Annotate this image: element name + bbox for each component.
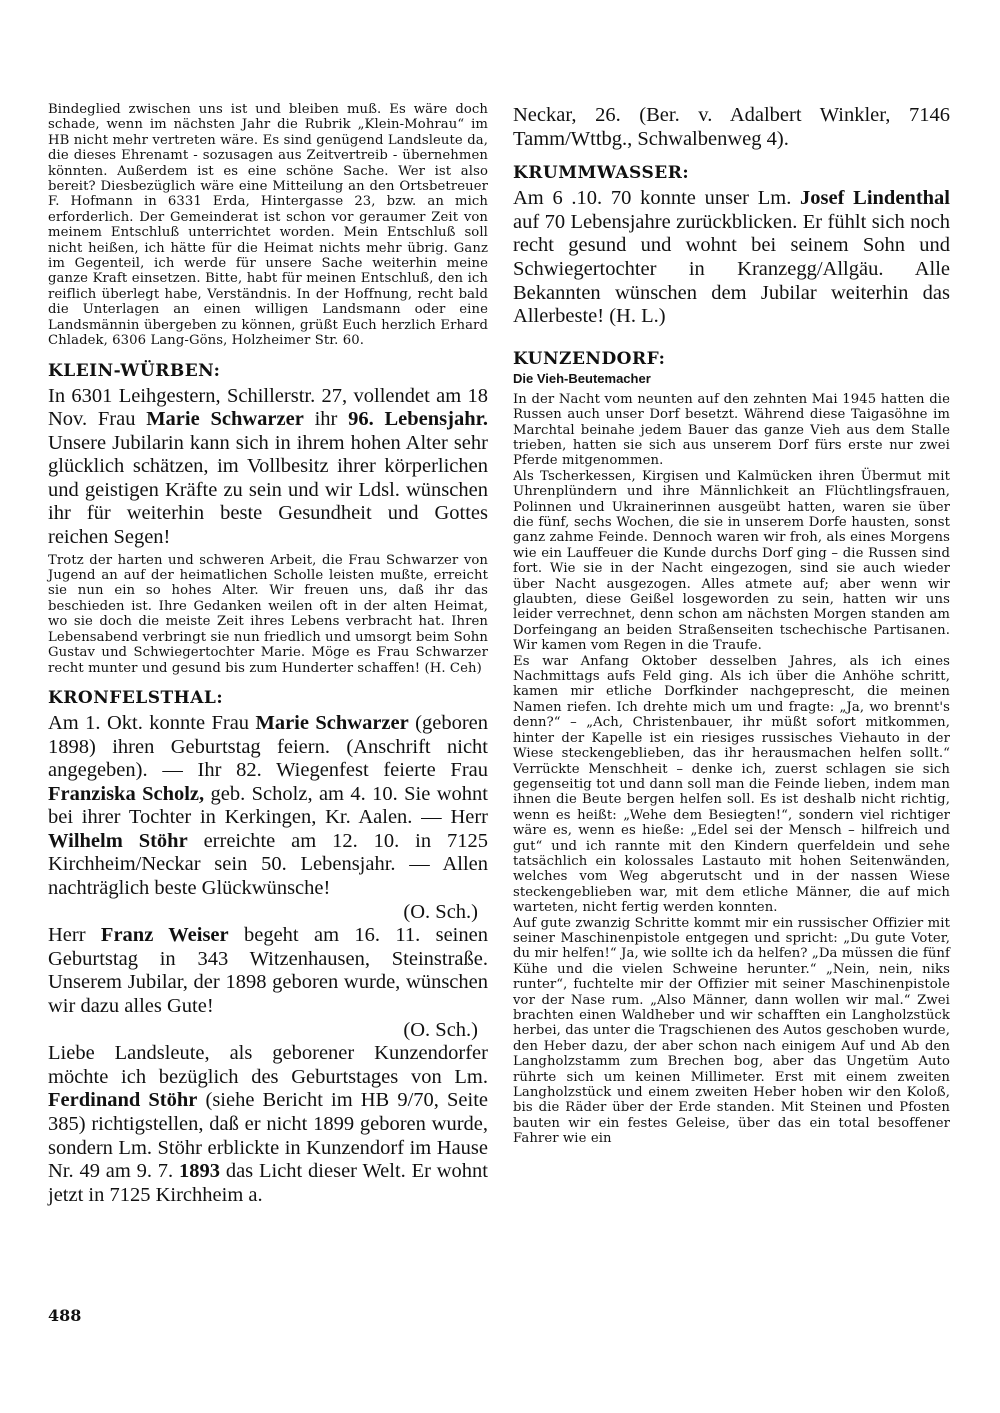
kronfelsthal-signature-1: (O. Sch.) bbox=[403, 900, 478, 923]
kronfelsthal-paragraph-1: Am 1. Okt. konnte Frau Marie Schwarzer (geboren 1898) ihren Geburtstag feiern. (Anschrift nicht angegeben). — Ihr 82. Wiegenfest feierte Frau Franziska Scholz, geb. Scholz, am 4. 10. Sie wohnt bei ihrer Tochter in Kerkingen, Kr. Aalen. — Herr Wilhelm Stöhr erreichte am 12. 10. in 7125 Kirchheim/Neckar sein 50. Lebensjahr. — Allen nachträglich beste Glückwünsche! bbox=[48, 711, 489, 900]
klein-wuerben-paragraph-1: In 6301 Leihgestern, Schillerstr. 27, vollendet am 18 Nov. Frau Marie Schwarzer ihr 96. Lebensjahr. Unsere Jubilarin kann sich in ihrem hohen Alter sehr glücklich schätzen, im Vollbesitz ihrer körperlichen und geistigen Kräfte zu sein und wir Ldsl. wünschen ihr für weiterhin beste Gesundheit und Gottes reichen Segen! bbox=[48, 384, 488, 549]
kronfelsthal-heading: KRONFELSTHAL: bbox=[48, 687, 224, 708]
right-column bbox=[513, 104, 950, 1147]
page-number: 488 bbox=[48, 1306, 82, 1325]
klein-wuerben-paragraph-2: Trotz der harten und schweren Arbeit, die Frau Schwarzer von Jugend an auf der heimatlichen Scholle leisten mußte, erreicht sie nun ein so hohes Alter. Wir freuen uns, daß ihr das beschieden ist. Ihre Gedanken weilen oft in der alten Heimat, wo sie doch die meiste Zeit ihres Lebens verbracht hat. Ihren Lebensabend verbringt sie nun friedlich und umsorgt beim Sohn Gustav und Schwiegertochter Marie. Möge es Frau Schwarzer recht munter und gesund bis zum Hunderter schaffen! (H. Ceh) bbox=[48, 552, 488, 676]
kronfelsthal-paragraph-2: Herr Franz Weiser begeht am 16. 11. seinen Geburtstag in 343 Witzenhausen, Steinstraße. Unserem Jubilar, der 1898 geboren wurde, wünschen wir dazu alles Gute! bbox=[48, 924, 488, 1018]
kunzendorf-paragraph-3: Es war Anfang Oktober desselben Jahres, als ich eines Nachmittags aufs Feld ging. Als ich über die Anhöhe schritt, kamen mir etliche Dorfkinder nachgeprescht, die meinen Namen riefen. Ich drehte mich um und fragte: „Ja, wo brennt's denn?“ – „Ach, Christenbauer, ihr müßt sofort mitkommen, hinter der Kapelle ist ein riesiges russisches Viehauto in der Wiese steckengeblieben, das ihr herausmachen helfen sollt.“ Verrückte Menschheit – denke ich, zuerst schlagen sie sich gegenseitig tot und dann soll man die Feinde lieben, indem man ihnen die Beute bergen helfen soll. Es ist deshalb nicht richtig, wenn es heißt: „Wehe dem Besiegten!“, sondern viel richtiger wäre es, wenn es hieße: „Edel sei der Mensch – hilfreich und gut“ und ich rannte mit den Kindern querfeldein und sehe tatsächlich ein kolossales Lastauto mit hohen Seitenwänden, welches vom Weg abgerutscht und in der nassen Wiese steckengeblieben war, mit dem etliche Männer, die auf mich warteten, nicht fertig werden konnten. bbox=[513, 653, 950, 916]
kronfelsthal-paragraph-3: Liebe Landsleute, als geborener Kunzendorfer möchte ich bezüglich des Geburtstages von Lm. Ferdinand Stöhr (siehe Bericht im HB 9/70, Seite 385) richtigstellen, daß er nicht 1899 geboren wurde, sondern Lm. Stöhr erblickte in Kunzendorf im Hause Nr. 49 am 9. 7. 1893 das Licht dieser Welt. Er wohnt jetzt in 7125 Kirchheim a. bbox=[48, 1042, 489, 1206]
klein-wuerben-heading: KLEIN-WÜRBEN: bbox=[48, 360, 221, 381]
intro-paragraph: Bindeglied zwischen uns ist und bleiben muß. Es wäre doch schade, wenn im nächsten Jahr die Rubrik „Klein-Mohrau“ im HB nicht mehr vertreten wäre. Es sind genügend Landsleute da, die dieses Ehrenamt - sozusagen aus Zeitvertreib - übernehmen könnten. Außerdem ist es eine schöne Sache. Wer ist also bereit? Diesbezüglich wäre eine Mitteilung an den Ortsbetreuer F. Hofmann in 6331 Erda, Hintergasse 23, bzw. an mich erforderlich. Der Gemeinderat ist schon vor geraumer Zeit von meinem Entschluß unterrichtet worden. Mein Entschluß soll nicht heißen, ich hätte für die Heimat nichts mehr übrig. Ganz im Gegenteil, ich werde für unsere Sache weiterhin meine ganze Kraft einsetzen. Bitte, habt für meinen Entschluß, den ich reiflich überlegt habe, Verständnis. In der Hoffnung, recht bald die Unterlagen an einen willigen Landsmann oder eine Landsmännin übergeben zu können, grüßt Euch herzlich Erhard Chladek, 6306 Lang-Göns, Holzheimer Str. 60. bbox=[48, 102, 488, 349]
kunzendorf-paragraph-2: Als Tscherkessen, Kirgisen und Kalmücken ihren Übermut mit Uhrenplündern und ihre Männlichkeit an Flüchtlingsfrauen, Polinnen und Ukrainerinnen ausgeübt hatten, waren sie über die fünf, sechs Wochen, die sie in unserem Dorfe hausten, sonst ganz zahme Feinde. Dennoch waren wir froh, als eines Morgens wie ein Lauffeuer die Kunde durchs Dorf ging – die Russen sind fort. Wie sie in der Nacht eingezogen, sind sie auch wieder über Nacht ausgezogen. Alles atmete auf; aber wenn wir glaubten, diese Geißel losgeworden zu sein, hatten wir uns leider verrechnet, denn schon am nächsten Morgen standen am Dorfeingang an beiden Straßenseiten tschechische Partisanen. Wir kamen vom Regen in die Traufe. bbox=[513, 468, 950, 654]
kunzendorf-subheading: Die Vieh-Beutemacher bbox=[513, 370, 651, 386]
kunzendorf-heading: KUNZENDORF: bbox=[513, 348, 666, 369]
kunzendorf-paragraph-1: In der Nacht vom neunten auf den zehnten Mai 1945 hatten die Russen auch unser Dorf besetzt. Während diese Taigasöhne im Marchtal beinahe jedem Bauer das ganze Vieh aus dem Stalle trieben, hatten sie sich aus unserem Dorf fürs erste nur zwei Pferde mitgenommen. bbox=[513, 391, 950, 469]
left-column bbox=[48, 102, 488, 1207]
krummwasser-heading: KRUMMWASSER: bbox=[513, 163, 690, 184]
continuation-paragraph: Neckar, 26. (Ber. v. Adalbert Winkler, 7146 Tamm/Wttbg., Schwalbenweg 4). bbox=[513, 104, 950, 150]
kronfelsthal-signature-2: (O. Sch.) bbox=[403, 1018, 478, 1041]
kunzendorf-paragraph-4: Auf gute zwanzig Schritte kommt mir ein russischer Offizier mit seiner Maschinenpistole entgegen und spricht: „Du gute Voter, du mir helfen!“ Ja, wie sollte ich da helfen? „Da müssen die fünf Kühe und die vielen Schweine herunter.“ „Nein, nein, niks runter“, fuchtelte mir der Offizier mit seiner Maschinenpistole vor der Nase rum. „Also Männer, dann wollen wir mal.“ Zwei brachten einen Waldheber und wir schafften ein Langholzstück herbei, das unter die Tragschienen des Autos geschoben wurde, den Heber dazu, der aber schon nach einigem Auf und Ab den Langholzstamm zum Brechen bog, aber das Ungetüm Auto rührte sich um keinen Millimeter. Erst mit einem zweiten Langholzstück und einem zweiten Heber hoben wir den Koloß, bis die Räder über der Erde standen. Mit Steinen und Pfosten bauten wir ein festes Geleise, über das ein total besoffener Fahrer wie ein bbox=[513, 915, 950, 1147]
krummwasser-paragraph: Am 6 .10. 70 konnte unser Lm. Josef Lindenthal auf 70 Lebensjahre zurückblicken. Er fühlt sich noch recht gesund und wohnt bei seinem Sohn und Schwiegertochter in Kranzegg/Allgäu. Alle Bekannten wünschen dem Jubilar weiterhin das Allerbeste! (H. L.) bbox=[513, 187, 950, 328]
